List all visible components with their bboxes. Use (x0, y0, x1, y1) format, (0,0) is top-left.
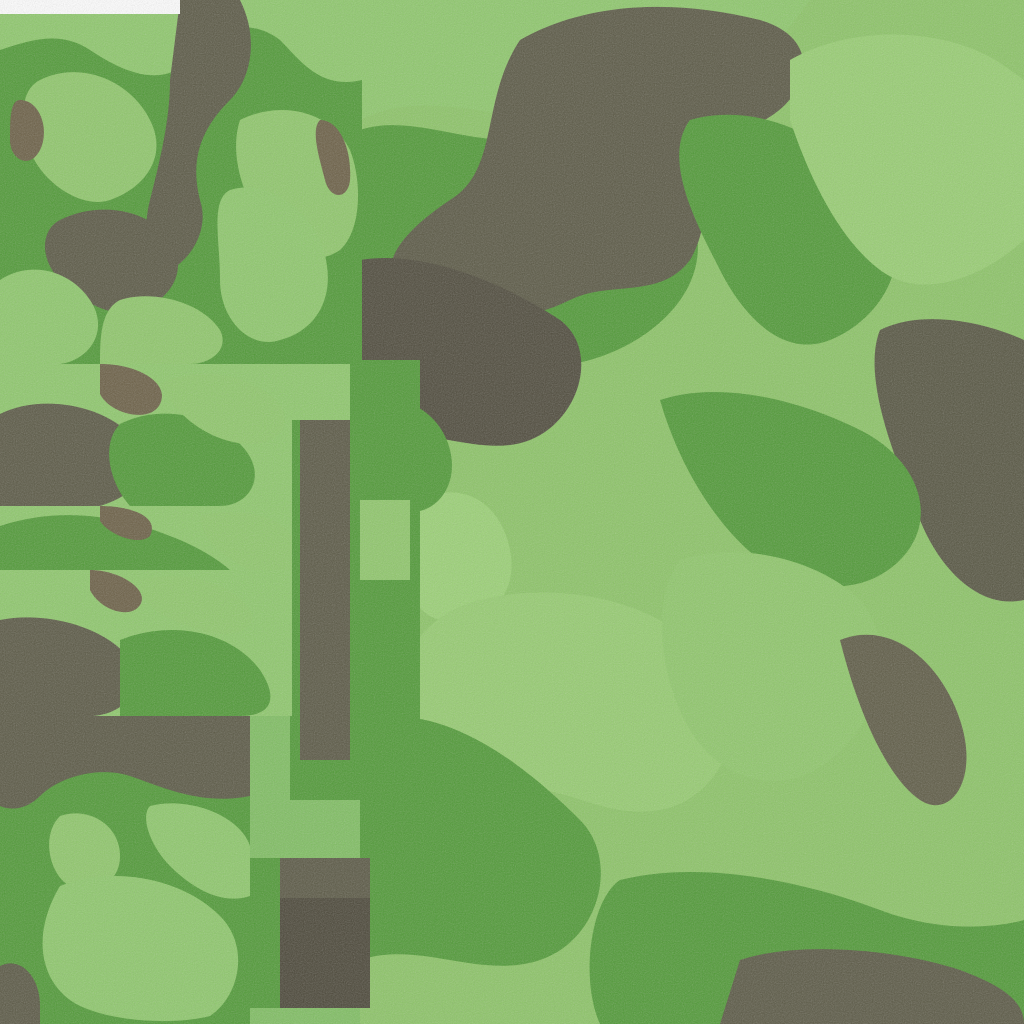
camo-tile-top-left (0, 0, 362, 364)
camo-pattern-mid-left-3 (0, 570, 292, 716)
blank-corner (0, 0, 180, 14)
camo-tile-dark-square (250, 858, 370, 1008)
camo-tile-bottom-left (0, 716, 250, 1024)
camo-pattern-large (360, 0, 1024, 1024)
camo-tile-mid-left-2 (0, 506, 292, 570)
camo-tile-mid-left-1 (0, 364, 292, 506)
camo-pattern-mid-left-2 (0, 506, 292, 570)
camo-tile-mid-left-3 (0, 570, 292, 716)
camo-tile-large (360, 0, 1024, 1024)
camo-pattern-mid-left-1 (0, 364, 292, 506)
camo-pattern-bottom-left (0, 716, 250, 1024)
camo-tile-strip (290, 360, 420, 800)
camo-pattern-dark-square (250, 858, 370, 1008)
camo-pattern-strip (290, 360, 420, 800)
camo-pattern-top-left (0, 0, 362, 364)
